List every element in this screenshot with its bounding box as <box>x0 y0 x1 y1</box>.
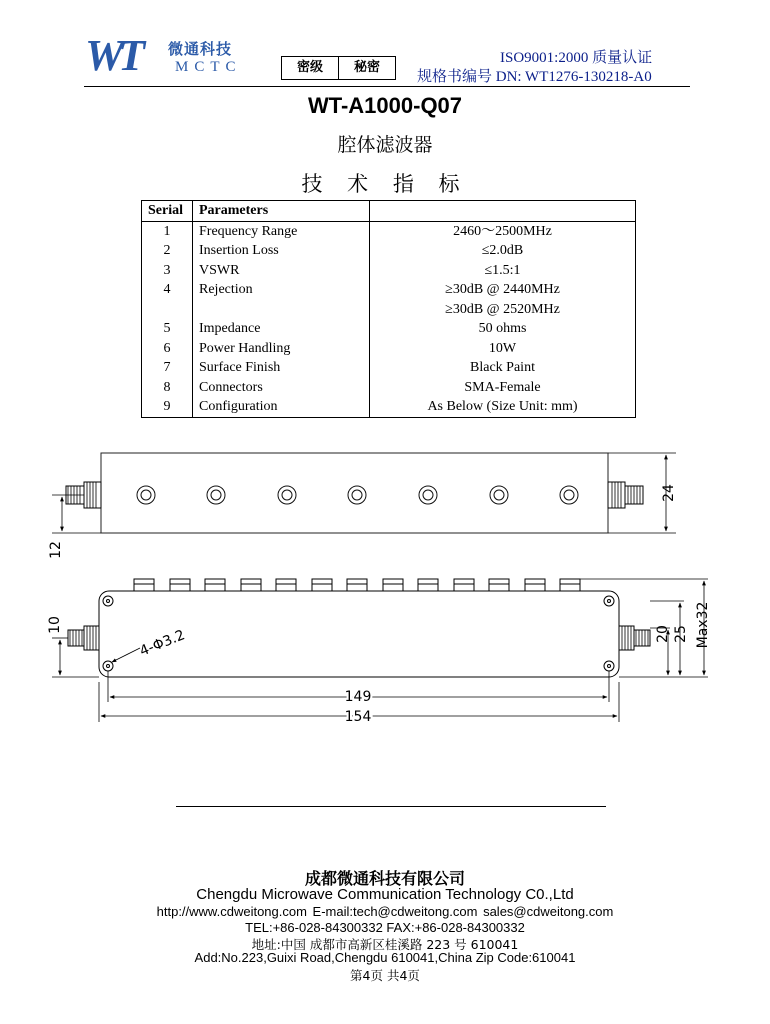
security-level-box <box>281 56 396 80</box>
company-name-cn: 成都微通科技有限公司 <box>304 869 465 888</box>
dim-hole-spacing: 149 <box>344 689 372 705</box>
spec-table <box>141 200 636 418</box>
header-rule <box>84 86 690 87</box>
address-cn: 地址:中国 成都市高新区桂溪路 223 号 610041 <box>251 937 519 952</box>
table-row <box>142 300 636 320</box>
row-serial: 5 <box>142 319 193 339</box>
contact-web-email: http://www.cdweitong.com E-mail:tech@cdweitong.com sales@cdweitong.com <box>156 904 614 919</box>
product-name: 腔体滤波器 <box>337 134 433 156</box>
row-parameter: Configuration <box>193 397 370 417</box>
logo-en-text: MCTC <box>175 59 242 75</box>
table-row <box>142 378 636 398</box>
model-number: WT-A1000-Q07 <box>307 93 463 118</box>
row-parameter: Connectors <box>193 378 370 398</box>
header-serial: Serial <box>142 201 193 222</box>
row-serial: 3 <box>142 261 193 281</box>
table-row <box>142 319 636 339</box>
address-en: Add:No.223,Guixi Road,Chengdu 610041,China Zip Code:610041 <box>194 950 576 965</box>
row-parameter: VSWR <box>193 261 370 281</box>
page-number: 第4页 共4页 <box>350 968 420 983</box>
security-level-label: 密级 <box>296 60 323 75</box>
row-value: 50 ohms <box>370 319 636 339</box>
row-parameter: Power Handling <box>193 339 370 359</box>
sma-connector-left-side <box>68 626 99 650</box>
table-row <box>142 280 636 300</box>
row-serial: 1 <box>142 221 193 241</box>
row-parameter: Surface Finish <box>193 358 370 378</box>
row-parameter: Frequency Range <box>193 221 370 241</box>
top-view-body <box>101 453 608 533</box>
row-parameter <box>193 300 370 320</box>
row-serial: 9 <box>142 397 193 417</box>
table-row <box>142 358 636 378</box>
table-row <box>142 221 636 241</box>
dim-hole-offset: 10 <box>47 616 63 634</box>
company-logo <box>85 31 255 86</box>
row-value: ≤1.5:1 <box>370 261 636 281</box>
header-value <box>370 201 636 222</box>
spec-number: 规格书编号 DN: WT1276-130218-A0 <box>417 69 652 85</box>
row-serial: 2 <box>142 241 193 261</box>
security-level-value: 秘密 <box>338 57 395 79</box>
dim-inner-height: 20 <box>655 625 671 643</box>
row-value: SMA-Female <box>370 378 636 398</box>
table-row <box>142 261 636 281</box>
row-serial: 8 <box>142 378 193 398</box>
row-serial: 6 <box>142 339 193 359</box>
row-value: As Below (Size Unit: mm) <box>370 397 636 417</box>
table-row <box>142 339 636 359</box>
row-parameter: Rejection <box>193 280 370 300</box>
contact-tel-fax: TEL:+86-028-84300332 FAX:+86-028-84300332 <box>245 920 525 935</box>
row-serial: 4 <box>142 280 193 300</box>
row-parameter: Insertion Loss <box>193 241 370 261</box>
footer-rule <box>176 806 606 807</box>
row-value: ≥30dB @ 2520MHz <box>370 300 636 320</box>
table-header-row <box>142 201 636 222</box>
dim-length: 154 <box>344 709 372 725</box>
dim-max-height: Max32 <box>695 601 711 649</box>
table-row <box>142 397 636 417</box>
spec-title: 技 术 指 标 <box>301 172 469 196</box>
table-row <box>142 241 636 261</box>
row-parameter: Impedance <box>193 319 370 339</box>
dim-connector-offset: 12 <box>48 541 64 559</box>
dim-height-top: 24 <box>661 484 677 502</box>
row-value: ≥30dB @ 2440MHz <box>370 280 636 300</box>
row-value: 2460～2500MHz <box>370 221 636 241</box>
top-view <box>52 453 676 533</box>
header-parameters: Parameters <box>193 201 370 222</box>
logo-cn-text: 微通科技 <box>168 40 233 58</box>
dim-hole-spec: 4-Φ3.2 <box>137 627 188 660</box>
sma-connector-right <box>608 482 643 508</box>
mechanical-drawing <box>0 440 770 740</box>
sma-connector-right-side <box>619 626 650 650</box>
row-serial <box>142 300 193 320</box>
row-value: ≤2.0dB <box>370 241 636 261</box>
row-value: 10W <box>370 339 636 359</box>
dim-body-height: 25 <box>673 625 689 643</box>
iso-certification: ISO9001:2000 质量认证 <box>500 50 653 66</box>
company-name-en: Chengdu Microwave Communication Technology C0.,Ltd <box>196 886 574 903</box>
logo-mark: WT <box>85 31 139 80</box>
row-value: Black Paint <box>370 358 636 378</box>
screw-heads <box>134 579 580 591</box>
row-serial: 7 <box>142 358 193 378</box>
